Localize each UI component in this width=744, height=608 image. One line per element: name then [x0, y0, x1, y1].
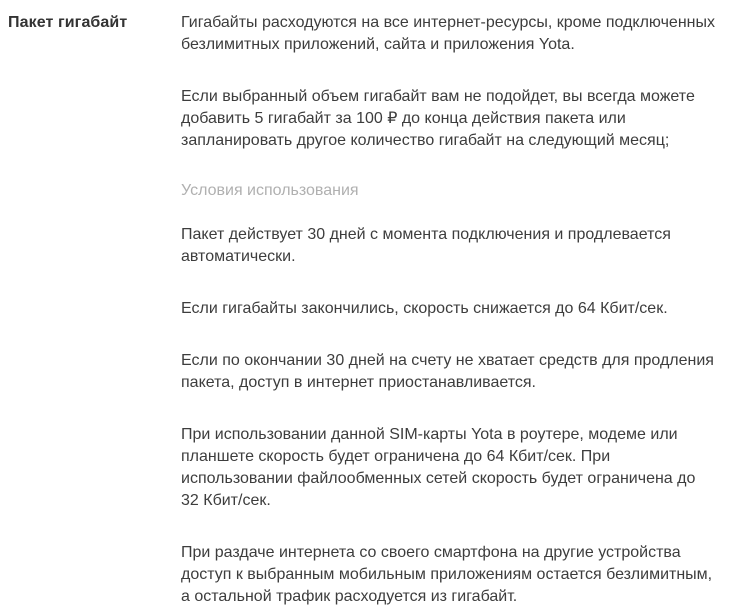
- usage-condition-paragraph: При раздаче интернета со своего смартфона на другие устройства доступ к выбранным мобильным приложениям остается безлимитным, а остальной трафик расходуется из гигабайт.: [181, 544, 713, 605]
- usage-condition-paragraph: Если по окончании 30 дней на счету не хватает средств для продления пакета, доступ в интернет приостанавливается.: [181, 352, 714, 391]
- description-paragraph: Гигабайты расходуются на все интернет-ресурсы, кроме подключенных безлимитных приложений, сайта и приложения Yota.: [181, 14, 715, 53]
- usage-condition-paragraph: Пакет действует 30 дней с момента подключения и продлевается автоматически.: [181, 226, 671, 265]
- package-description: [181, 12, 716, 608]
- usage-condition-paragraph: При использовании данной SIM-карты Yota в роутере, модеме или планшете скорость будет ограничена до 64 Кбит/сек. При использовании файлообменных сетей скорость будет ограничена до 32 Кбит/сек.: [181, 426, 696, 509]
- usage-condition-paragraph: Если гигабайты закончились, скорость снижается до 64 Кбит/сек.: [181, 300, 668, 317]
- usage-conditions-heading: Условия использования: [181, 182, 359, 199]
- package-gigabytes-label: Пакет гигабайт: [8, 14, 128, 31]
- description-paragraph: Если выбранный объем гигабайт вам не подойдет, вы всегда можете добавить 5 гигабайт за 100 ₽ до конца действия пакета или запланировать другое количество гигабайт на следующий месяц;: [181, 88, 695, 149]
